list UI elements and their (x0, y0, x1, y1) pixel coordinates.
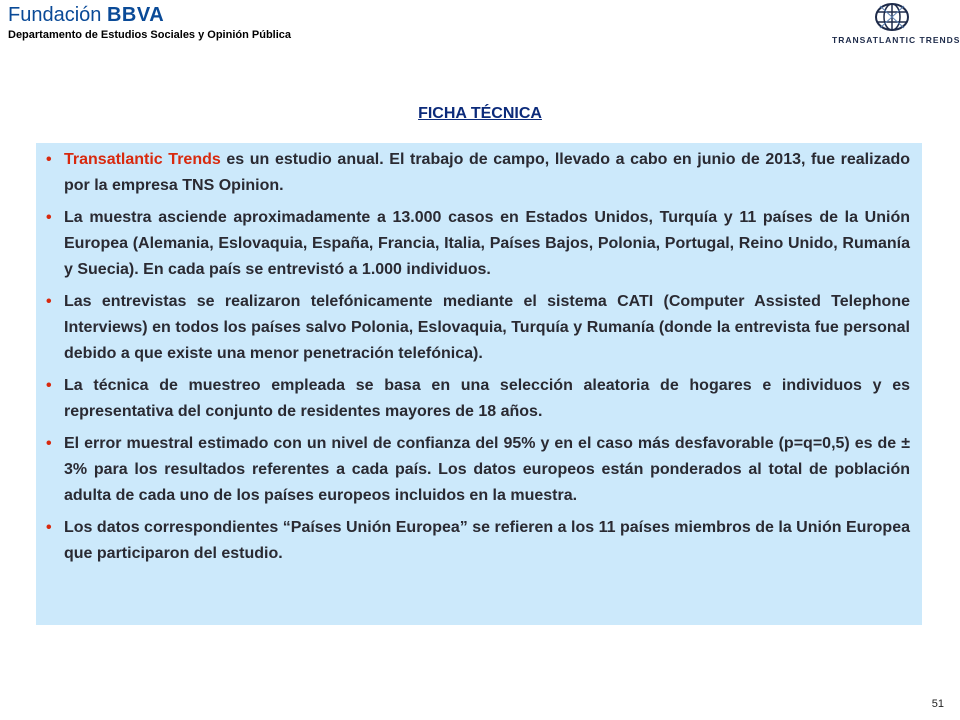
page-number: 51 (931, 698, 944, 710)
brand-name (8, 4, 291, 27)
bullet-icon: • (46, 293, 52, 310)
transatlantic-trends-logo (832, 2, 960, 45)
list-item-text: La muestra asciende aproximadamente a 13.000 casos en Estados Unidos, Turquía y 11 países de la Unión Europea (Alemania, Eslovaquia, España, Francia, Italia, Países Bajos, Polonia, Portugal, Reino Unido, Rumanía y Suecia). En cada país se entrevistó a 1.000 individuos. (64, 209, 910, 278)
highlight-text: Transatlantic Trends (64, 151, 221, 168)
list-item (44, 431, 910, 509)
list-item (44, 289, 910, 367)
list-item-text: Los datos correspondientes “Países Unión Europea” se refieren a los 11 países miembros de la Unión Europea que participaron del estudio. (64, 519, 910, 562)
bullet-list (44, 147, 910, 567)
bullet-icon: • (46, 377, 52, 394)
list-item (44, 373, 910, 425)
technical-sheet-box (36, 143, 922, 625)
list-item (44, 515, 910, 567)
brand-part1: Fundación (8, 4, 102, 26)
bullet-icon: • (46, 209, 52, 226)
list-item-text: La técnica de muestreo empleada se basa en una selección aleatoria de hogares e individuos y es representativa del conjunto de residentes mayores de 18 años. (64, 377, 910, 420)
list-item (44, 147, 910, 199)
list-item (44, 205, 910, 283)
list-item-text: es un estudio anual. El trabajo de campo, llevado a cabo en junio de 2013, fue realizado por la empresa TNS Opinion. (64, 151, 911, 194)
brand-part2: BBVA (106, 4, 165, 26)
page-title: FICHA TÉCNICA (418, 105, 542, 122)
bullet-icon: • (46, 151, 52, 168)
fundacion-bbva-logo (8, 4, 291, 41)
list-item-text: Las entrevistas se realizaron telefónicamente mediante el sistema CATI (Computer Assisted Telephone Interviews) en todos los países salvo Polonia, Eslovaquia, Turquía y Rumanía (donde la entrevista fue personal debido a que existe una menor penetración telefónica). (64, 293, 910, 362)
globe-icon (874, 2, 910, 32)
bullet-icon: • (46, 435, 52, 452)
bullet-icon: • (46, 519, 52, 536)
partner-logo-text: TRANSATLANTIC TRENDS (832, 35, 960, 45)
department-name: Departamento de Estudios Sociales y Opinión Pública (8, 29, 292, 41)
list-item-text: El error muestral estimado con un nivel de confianza del 95% y en el caso más desfavorable (p=q=0,5) es de ± 3% para los resultados referentes a cada país. Los datos europeos están ponderados al total de población adulta de cada uno de los países europeos incluidos en la muestra. (64, 435, 910, 504)
